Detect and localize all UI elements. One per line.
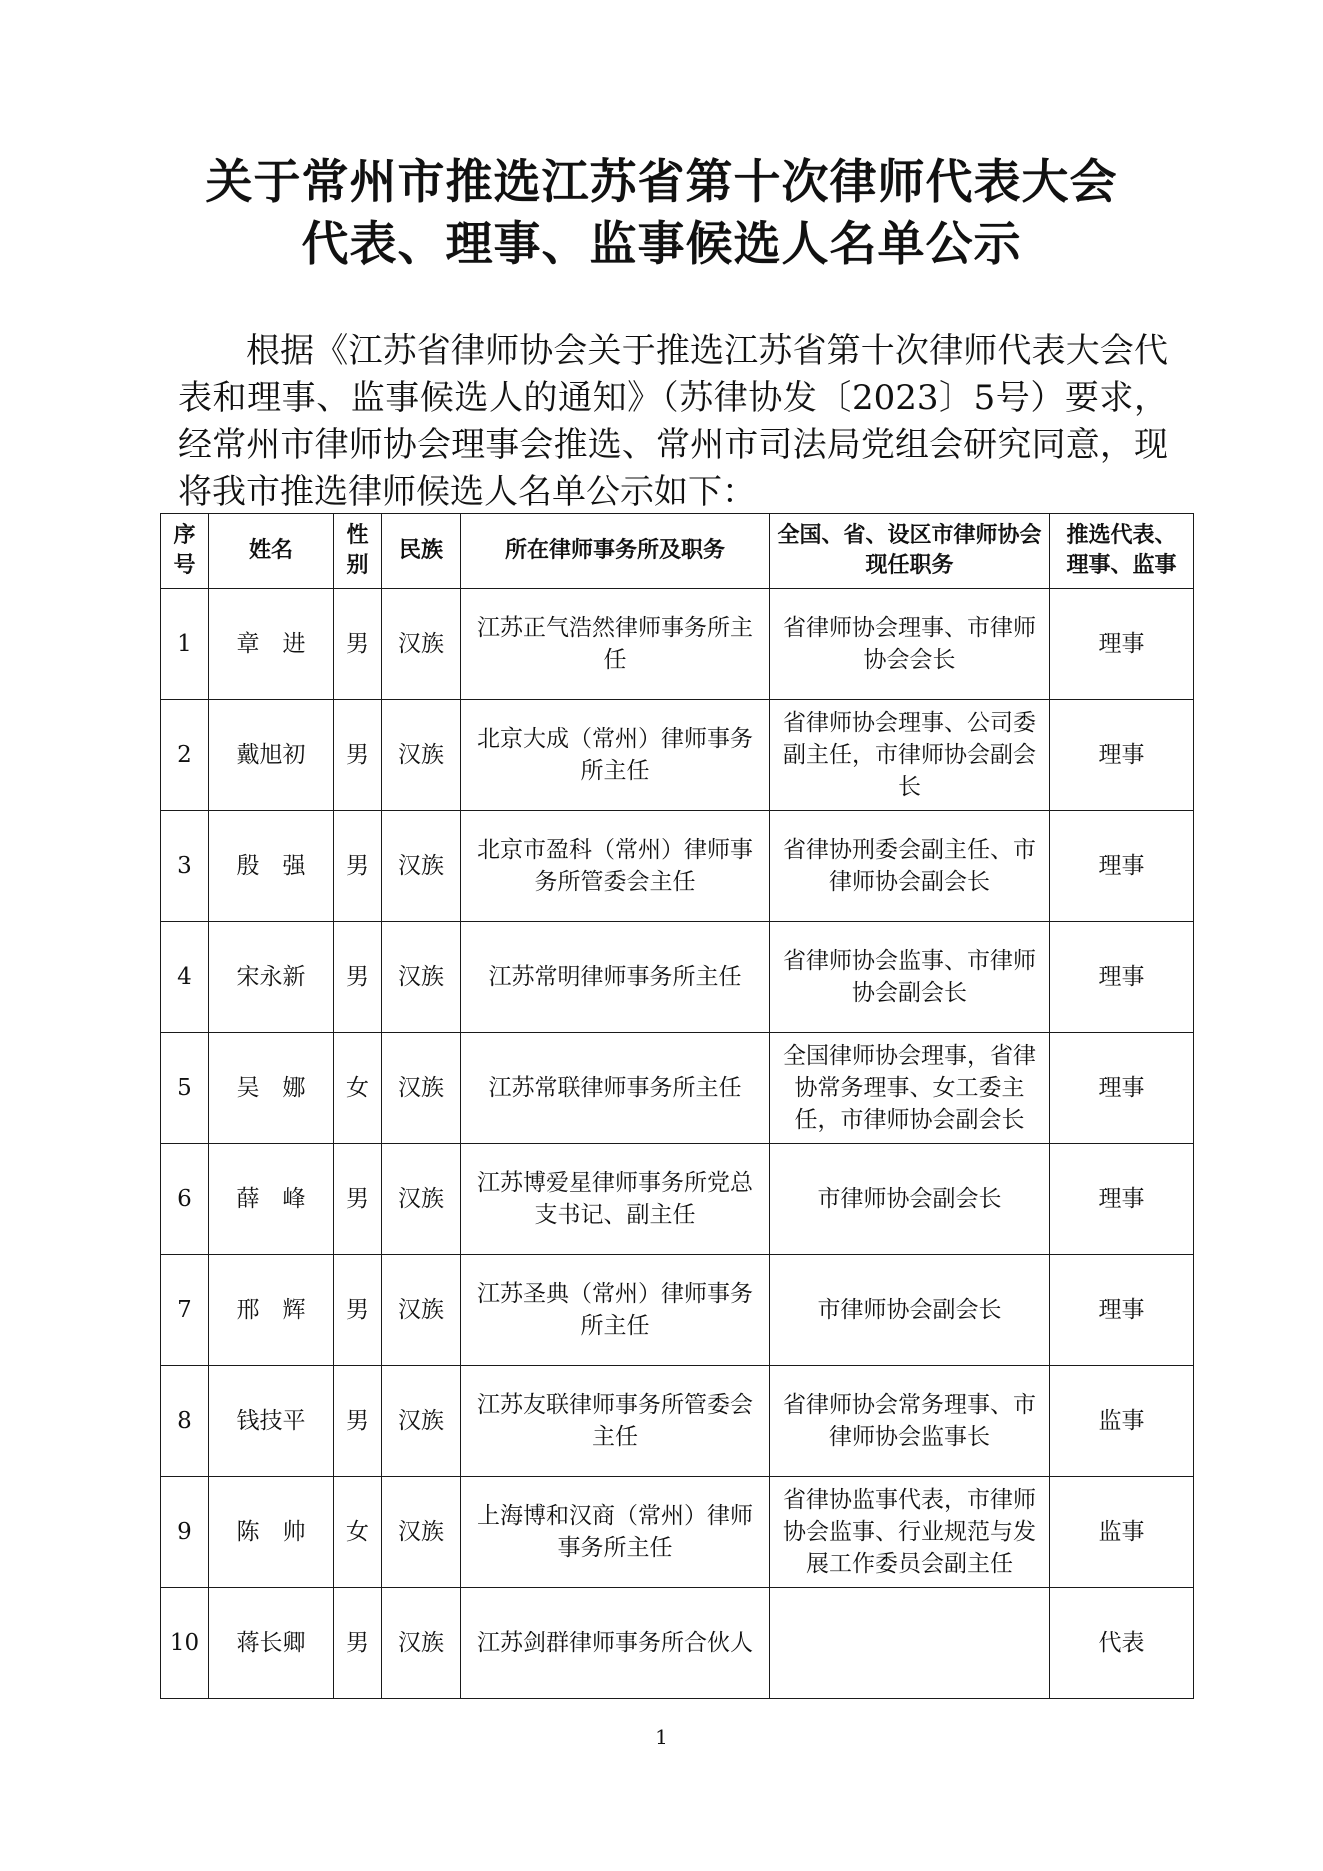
cell-association-role: 市律师协会副会长 — [770, 1255, 1050, 1366]
cell-firm-position: 上海博和汉商（常州）律师事务所主任 — [461, 1477, 770, 1588]
cell-firm-position: 江苏常联律师事务所主任 — [461, 1033, 770, 1144]
cell-nominated-as: 理事 — [1050, 1144, 1194, 1255]
cell-gender: 男 — [334, 811, 382, 922]
header-ethnicity: 民族 — [382, 514, 461, 589]
cell-association-role: 全国律师协会理事，省律协常务理事、女工委主任，市律师协会副会长 — [770, 1033, 1050, 1144]
candidate-table — [160, 513, 1194, 1699]
cell-ethnicity: 汉族 — [382, 700, 461, 811]
cell-firm-position: 北京大成（常州）律师事务所主任 — [461, 700, 770, 811]
document-title-line-1: 关于常州市推选江苏省第十次律师代表大会 — [205, 155, 1118, 210]
cell-gender: 女 — [334, 1033, 382, 1144]
cell-firm-position: 江苏博爱星律师事务所党总支书记、副主任 — [461, 1144, 770, 1255]
cell-name: 章 进 — [209, 589, 334, 700]
header-name: 姓名 — [209, 514, 334, 589]
header-firm-position: 所在律师事务所及职务 — [461, 514, 770, 589]
cell-index: 7 — [161, 1255, 209, 1366]
cell-association-role: 省律师协会理事、公司委副主任，市律师协会副会长 — [770, 700, 1050, 811]
table-row — [161, 1588, 1194, 1699]
header-association-role: 全国、省、设区市律师协会现任职务 — [770, 514, 1050, 589]
intro-paragraph: 根据《江苏省律师协会关于推选江苏省第十次律师代表大会代表和理事、监事候选人的通知》（苏律协发〔2023〕5号）要求，经常州市律师协会理事会推选、常州市司法局党组会研究同意，现将我市推选律师候选人名单公示如下： — [178, 331, 1168, 512]
cell-ethnicity: 汉族 — [382, 589, 461, 700]
cell-gender: 男 — [334, 589, 382, 700]
cell-association-role: 省律师协会常务理事、市律师协会监事长 — [770, 1366, 1050, 1477]
cell-firm-position: 江苏友联律师事务所管委会主任 — [461, 1366, 770, 1477]
table-row — [161, 700, 1194, 811]
cell-association-role — [770, 1588, 1050, 1699]
table-row — [161, 589, 1194, 700]
cell-nominated-as: 理事 — [1050, 1033, 1194, 1144]
cell-ethnicity: 汉族 — [382, 1477, 461, 1588]
table-header-row — [161, 514, 1194, 589]
cell-name: 钱技平 — [209, 1366, 334, 1477]
cell-ethnicity: 汉族 — [382, 1588, 461, 1699]
cell-gender: 男 — [334, 1144, 382, 1255]
cell-firm-position: 江苏圣典（常州）律师事务所主任 — [461, 1255, 770, 1366]
cell-name: 殷 强 — [209, 811, 334, 922]
cell-index: 3 — [161, 811, 209, 922]
cell-gender: 男 — [334, 1366, 382, 1477]
cell-name: 陈 帅 — [209, 1477, 334, 1588]
cell-ethnicity: 汉族 — [382, 811, 461, 922]
header-gender: 性别 — [334, 514, 382, 589]
cell-gender: 男 — [334, 1255, 382, 1366]
cell-name: 邢 辉 — [209, 1255, 334, 1366]
cell-ethnicity: 汉族 — [382, 1033, 461, 1144]
table-row — [161, 811, 1194, 922]
header-nominated-as: 推选代表、理事、监事 — [1050, 514, 1194, 589]
cell-name: 吴 娜 — [209, 1033, 334, 1144]
cell-nominated-as: 理事 — [1050, 589, 1194, 700]
cell-name: 宋永新 — [209, 922, 334, 1033]
cell-nominated-as: 理事 — [1050, 811, 1194, 922]
table-row — [161, 1255, 1194, 1366]
cell-association-role: 省律协刑委会副主任、市律师协会副会长 — [770, 811, 1050, 922]
cell-index: 4 — [161, 922, 209, 1033]
document-title-line-2: 代表、理事、监事候选人名单公示 — [301, 217, 1022, 272]
cell-name: 蒋长卿 — [209, 1588, 334, 1699]
cell-nominated-as: 监事 — [1050, 1477, 1194, 1588]
cell-index: 1 — [161, 589, 209, 700]
cell-gender: 男 — [334, 1588, 382, 1699]
cell-index: 9 — [161, 1477, 209, 1588]
cell-nominated-as: 代表 — [1050, 1588, 1194, 1699]
cell-firm-position: 江苏正气浩然律师事务所主任 — [461, 589, 770, 700]
cell-firm-position: 江苏常明律师事务所主任 — [461, 922, 770, 1033]
cell-association-role: 省律师协会监事、市律师协会副会长 — [770, 922, 1050, 1033]
table-row — [161, 1144, 1194, 1255]
cell-index: 6 — [161, 1144, 209, 1255]
cell-name: 戴旭初 — [209, 700, 334, 811]
cell-ethnicity: 汉族 — [382, 1366, 461, 1477]
intro-paragraph-block — [178, 328, 1168, 516]
table-row — [161, 1033, 1194, 1144]
cell-association-role: 市律师协会副会长 — [770, 1144, 1050, 1255]
cell-gender: 女 — [334, 1477, 382, 1588]
cell-firm-position: 江苏剑群律师事务所合伙人 — [461, 1588, 770, 1699]
cell-ethnicity: 汉族 — [382, 1144, 461, 1255]
table-row — [161, 922, 1194, 1033]
cell-index: 5 — [161, 1033, 209, 1144]
cell-nominated-as: 理事 — [1050, 700, 1194, 811]
cell-nominated-as: 理事 — [1050, 922, 1194, 1033]
cell-association-role: 省律师协会理事、市律师协会会长 — [770, 589, 1050, 700]
cell-index: 10 — [161, 1588, 209, 1699]
cell-index: 8 — [161, 1366, 209, 1477]
table-row — [161, 1366, 1194, 1477]
cell-gender: 男 — [334, 922, 382, 1033]
cell-ethnicity: 汉族 — [382, 1255, 461, 1366]
cell-name: 薛 峰 — [209, 1144, 334, 1255]
cell-index: 2 — [161, 700, 209, 811]
cell-association-role: 省律协监事代表，市律师协会监事、行业规范与发展工作委员会副主任 — [770, 1477, 1050, 1588]
cell-firm-position: 北京市盈科（常州）律师事务所管委会主任 — [461, 811, 770, 922]
cell-ethnicity: 汉族 — [382, 922, 461, 1033]
cell-gender: 男 — [334, 700, 382, 811]
page-number: 1 — [655, 1725, 668, 1749]
cell-nominated-as: 理事 — [1050, 1255, 1194, 1366]
header-index: 序号 — [161, 514, 209, 589]
table-row — [161, 1477, 1194, 1588]
cell-nominated-as: 监事 — [1050, 1366, 1194, 1477]
